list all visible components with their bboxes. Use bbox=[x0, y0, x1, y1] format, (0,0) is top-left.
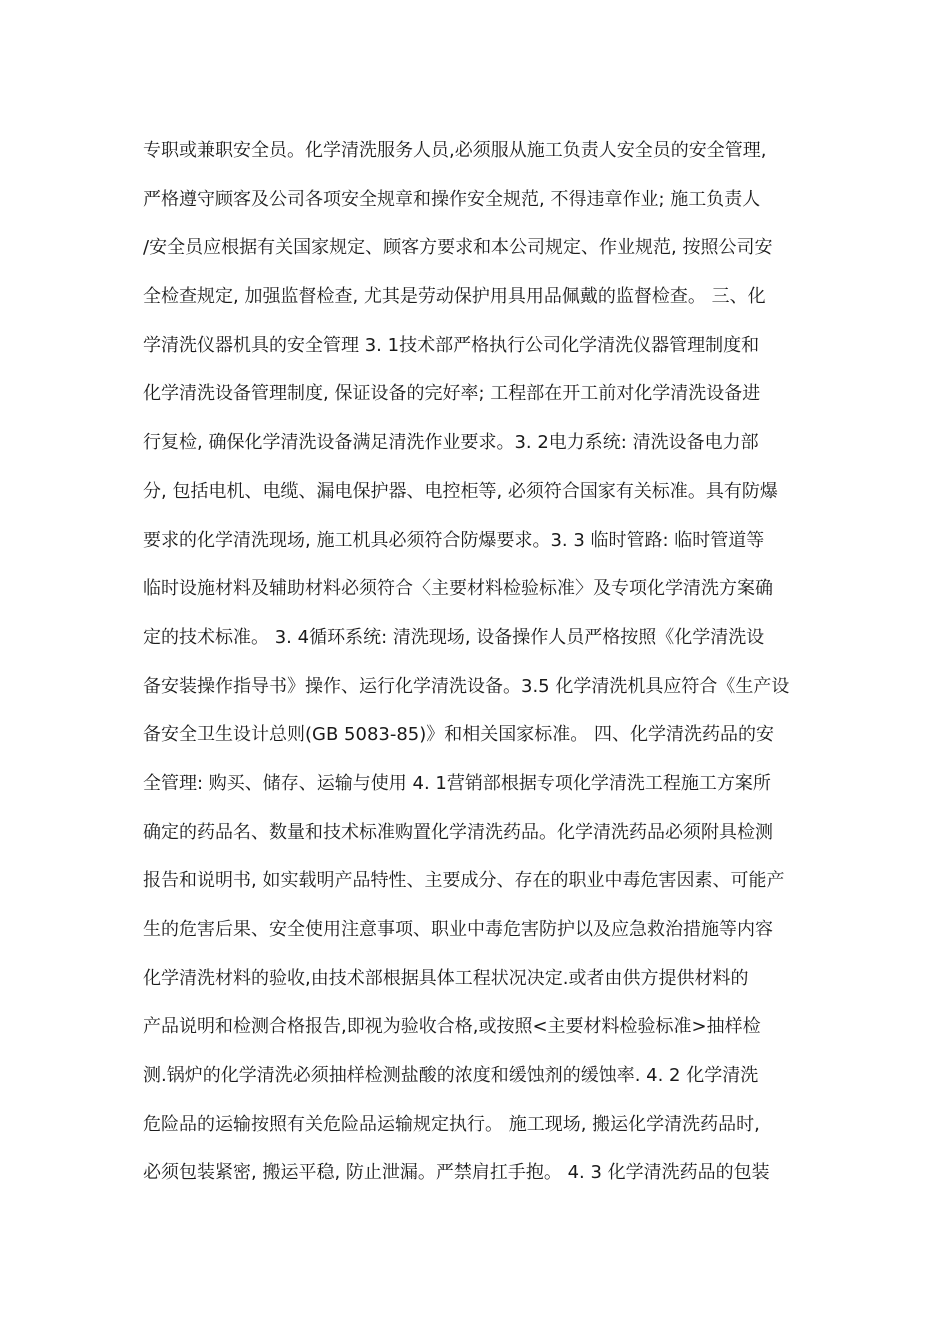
text-line: 产品说明和检测合格报告,即视为验收合格,或按照<主要材料检验标准>抽样检 bbox=[143, 1016, 761, 1038]
text-line: 备安装操作指导书》操作、运行化学清洗设备。3.5 化学清洗机具应符合《生产设 bbox=[143, 675, 790, 697]
text-line: 化学清洗设备管理制度, 保证设备的完好率; 工程部在开工前对化学清洗设备进 bbox=[143, 383, 761, 405]
text-line: 化学清洗材料的验收,由技术部根据具体工程状况决定.或者由供方提供材料的 bbox=[143, 967, 749, 989]
text-line: 学清洗仪器机具的安全管理 3. 1技术部严格执行公司化学清洗仪器管理制度和 bbox=[143, 334, 760, 356]
text-line: 报告和说明书, 如实载明产品特性、主要成分、存在的职业中毒危害因素、可能产 bbox=[143, 870, 785, 892]
text-line: 严格遵守顾客及公司各项安全规章和操作安全规范, 不得违章作业; 施工负责人 bbox=[143, 188, 761, 210]
text-line: 要求的化学清洗现场, 施工机具必须符合防爆要求。3. 3 临时管路: 临时管道等 bbox=[143, 529, 765, 551]
text-line: 必须包装紧密, 搬运平稳, 防止泄漏。严禁肩扛手抱。 4. 3 化学清洗药品的包装 bbox=[143, 1162, 770, 1184]
text-line: 专职或兼职安全员。化学清洗服务人员,必须服从施工负责人安全员的安全管理, bbox=[143, 140, 767, 161]
text-line: 定的技术标准。 3. 4循环系统: 清洗现场, 设备操作人员严格按照《化学清洗设 bbox=[143, 626, 765, 648]
text-line: 备安全卫生设计总则(GB 5083-85)》和相关国家标准。 四、化学清洗药品的安 bbox=[143, 724, 774, 746]
text-line: 确定的药品名、数量和技术标准购置化学清洗药品。化学清洗药品必须附具检测 bbox=[143, 821, 773, 843]
text-line: 危险品的运输按照有关危险品运输规定执行。 施工现场, 搬运化学清洗药品时, bbox=[143, 1113, 760, 1135]
text-line: 分, 包括电机、电缆、漏电保护器、电控柜等, 必须符合国家有关标准。具有防爆 bbox=[143, 480, 778, 502]
body-text bbox=[143, 131, 823, 1202]
text-line: 临时设施材料及辅助材料必须符合〈主要材料检验标准〉及专项化学清洗方案确 bbox=[143, 578, 773, 600]
text-line: /安全员应根据有关国家规定、顾客方要求和本公司规定、作业规范, 按照公司安 bbox=[143, 237, 773, 259]
text-line: 生的危害后果、安全使用注意事项、职业中毒危害防护以及应急救治措施等内容 bbox=[143, 919, 773, 940]
text-line: 行复检, 确保化学清洗设备满足清洗作业要求。3. 2电力系统: 清洗设备电力部 bbox=[143, 432, 759, 454]
text-line: 测.锅炉的化学清洗必须抽样检测盐酸的浓度和缓蚀剂的缓蚀率. 4. 2 化学清洗 bbox=[143, 1065, 759, 1087]
text-line: 全检查规定, 加强监督检查, 尤其是劳动保护用具用品佩戴的监督检查。 三、化 bbox=[143, 286, 766, 308]
text-line: 全管理: 购买、储存、运输与使用 4. 1营销部根据专项化学清洗工程施工方案所 bbox=[143, 772, 771, 794]
